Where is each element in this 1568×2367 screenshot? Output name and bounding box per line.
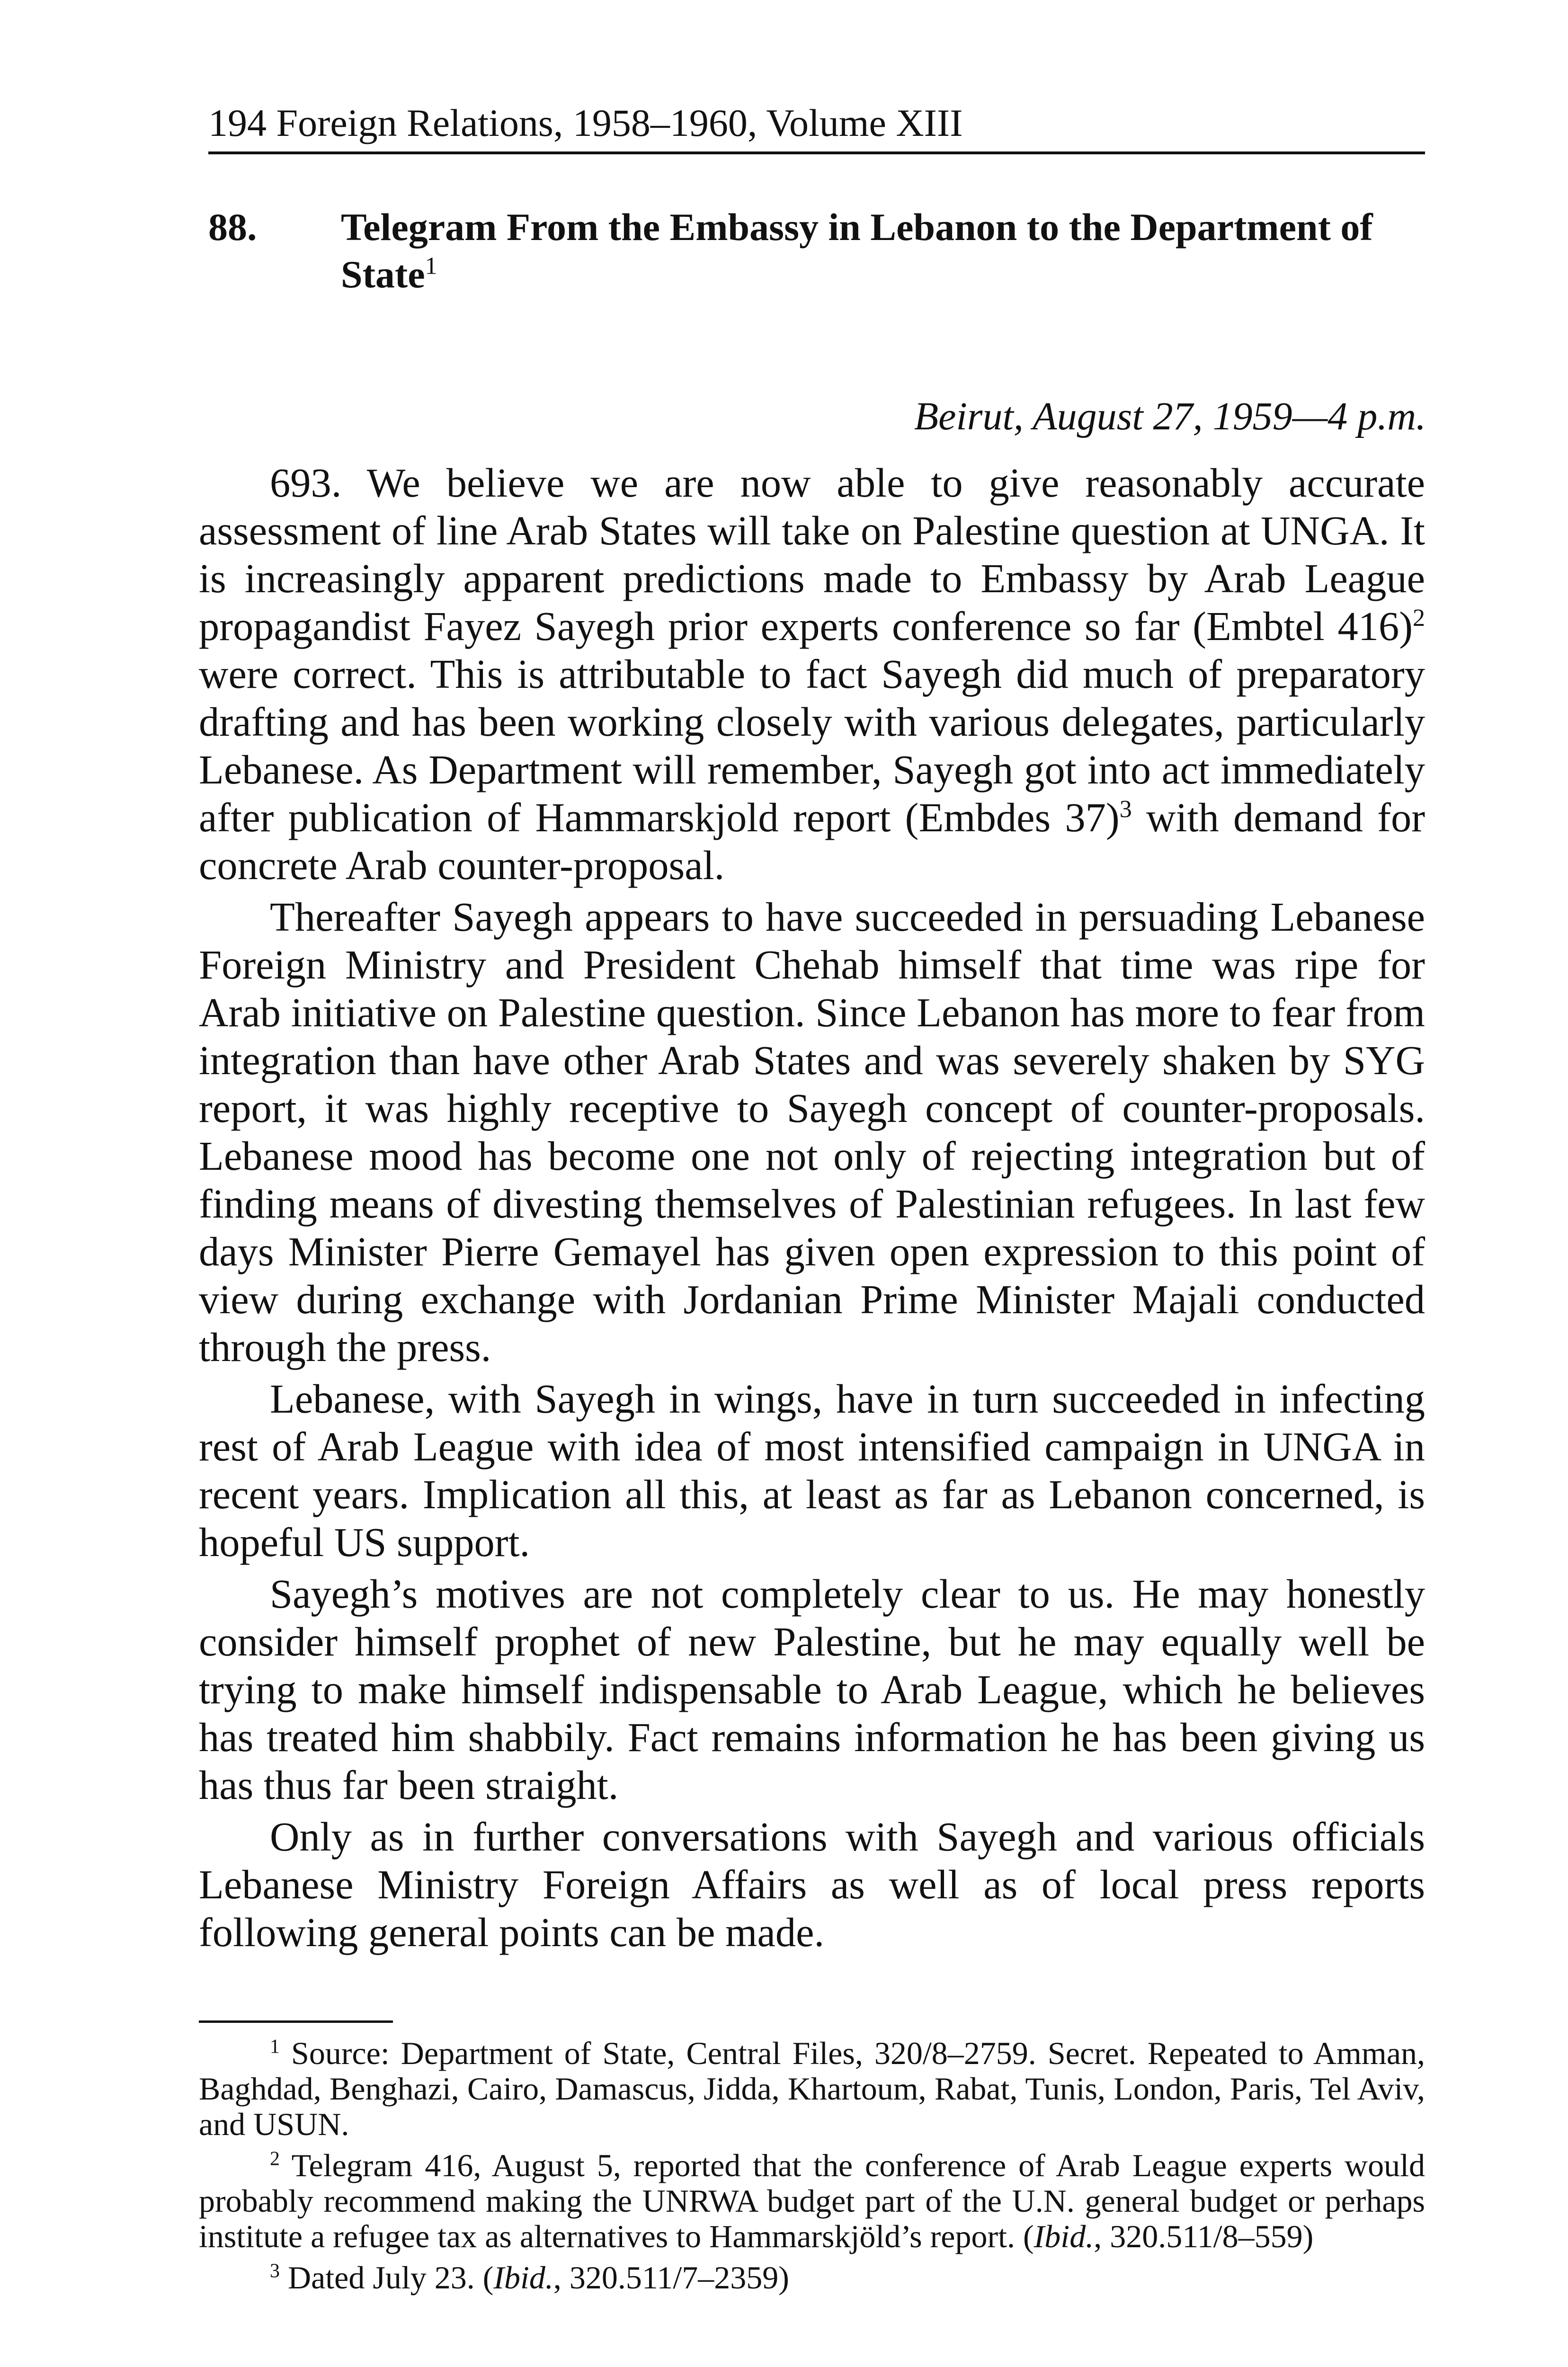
footnote-divider xyxy=(199,2020,393,2023)
document-title xyxy=(341,204,1430,298)
running-head: 194 Foreign Relations, 1958–1960, Volume XIII xyxy=(208,99,1425,154)
document-title-text: Telegram From the Embassy in Lebanon to the Department of State xyxy=(341,205,1373,296)
paragraph-2: Thereafter Sayegh appears to have succeeded in persuading Lebanese Foreign Ministry and President Chehab himself that time was ripe for Arab initiative on Palestine question. Since Lebanon has more to fear from integration than have other Arab States and was severely shaken by SYG report, it was highly receptive to Sayegh concept of counter-proposals. Lebanese mood has become one not only of rejecting integration but of finding means of divesting themselves of Palestinian refugees. In last few days Minister Pierre Gemayel has given open expression to this point of view during exchange with Jordanian Prime Minister Majali conducted through the press. xyxy=(199,894,1425,1370)
footnote-1-text: Source: Department of State, Central Files, 320/8–2759. Secret. Repeated to Amman, Baghdad, Benghazi, Cairo, Damascus, Jidda, Khartoum, Rabat, Tunis, London, Paris, Tel Aviv, and USUN. xyxy=(199,2035,1425,2142)
paragraph-1-part-b: were correct. This is attributable to fact Sayegh did much of preparatory drafting and has been working closely with various delegates, particularly Lebanese. As Department will remember, Sayegh got into act immediately after publication of Hammarskjold report (Embdes 37) xyxy=(199,651,1425,840)
footnote-3-text: Dated July 23. ( xyxy=(280,2260,494,2296)
document-number: 88. xyxy=(208,205,257,249)
footnote-3 xyxy=(199,2260,1425,2296)
footnote-2-marker: 2 xyxy=(270,2148,280,2170)
footnote-2 xyxy=(199,2148,1425,2254)
paragraph-3: Lebanese, with Sayegh in wings, have in turn succeeded in infecting rest of Arab League with idea of most intensified campaign in UNGA in recent years. Implication all this, at least as far as Lebanon concerned, is hopeful US support. xyxy=(199,1376,1425,1565)
paragraph-1-part-a: 693. We believe we are now able to give reasonably accurate assessment of line Arab States will take on Palestine question at UNGA. It is increasingly apparent predictions made to Embassy by Arab League propagandist Fayez Sayegh prior experts conference so far (Embtel 416) xyxy=(199,460,1425,649)
footnote-ref-1: 1 xyxy=(425,252,437,280)
footnote-3-marker: 3 xyxy=(270,2260,280,2282)
footnote-ref-2: 2 xyxy=(1413,605,1425,632)
footnote-2-text: Telegram 416, August 5, reported that the conference of Arab League experts would probably recommend making the UNRWA budget part of the U.N. general budget or perhaps institute a refugee tax as alternatives to Hammarskjöld’s report. ( xyxy=(199,2147,1425,2254)
footnote-3-tail: , 320.511/7–2359) xyxy=(553,2260,789,2296)
footnote-1 xyxy=(199,2036,1425,2142)
telegram-body xyxy=(199,459,1425,1960)
footnote-2-ibid: Ibid. xyxy=(1033,2218,1094,2254)
paragraph-4: Sayegh’s motives are not completely clear to us. He may honestly consider himself prophet of new Palestine, but he may equally well be trying to make himself indispensable to Arab League, which he believes has treated him shabbily. Fact remains information he has been giving us has thus far been straight. xyxy=(199,1571,1425,1808)
footnote-ref-3: 3 xyxy=(1119,796,1132,823)
footnote-1-marker: 1 xyxy=(270,2036,280,2058)
paragraph-1 xyxy=(199,459,1425,890)
paragraph-5: Only as in further conversations with Sayegh and various officials Lebanese Ministry Foreign Affairs as well as of local press reports following general points can be made. xyxy=(199,1814,1425,1955)
paragraph-1-part-c: with demand for concrete Arab counter-proposal. xyxy=(199,795,1425,888)
dateline: Beirut, August 27, 1959—4 p.m. xyxy=(914,394,1426,438)
footnote-2-tail: , 320.511/8–559) xyxy=(1094,2218,1314,2254)
footnotes xyxy=(199,2036,1425,2301)
footnote-3-ibid: Ibid. xyxy=(493,2260,553,2296)
